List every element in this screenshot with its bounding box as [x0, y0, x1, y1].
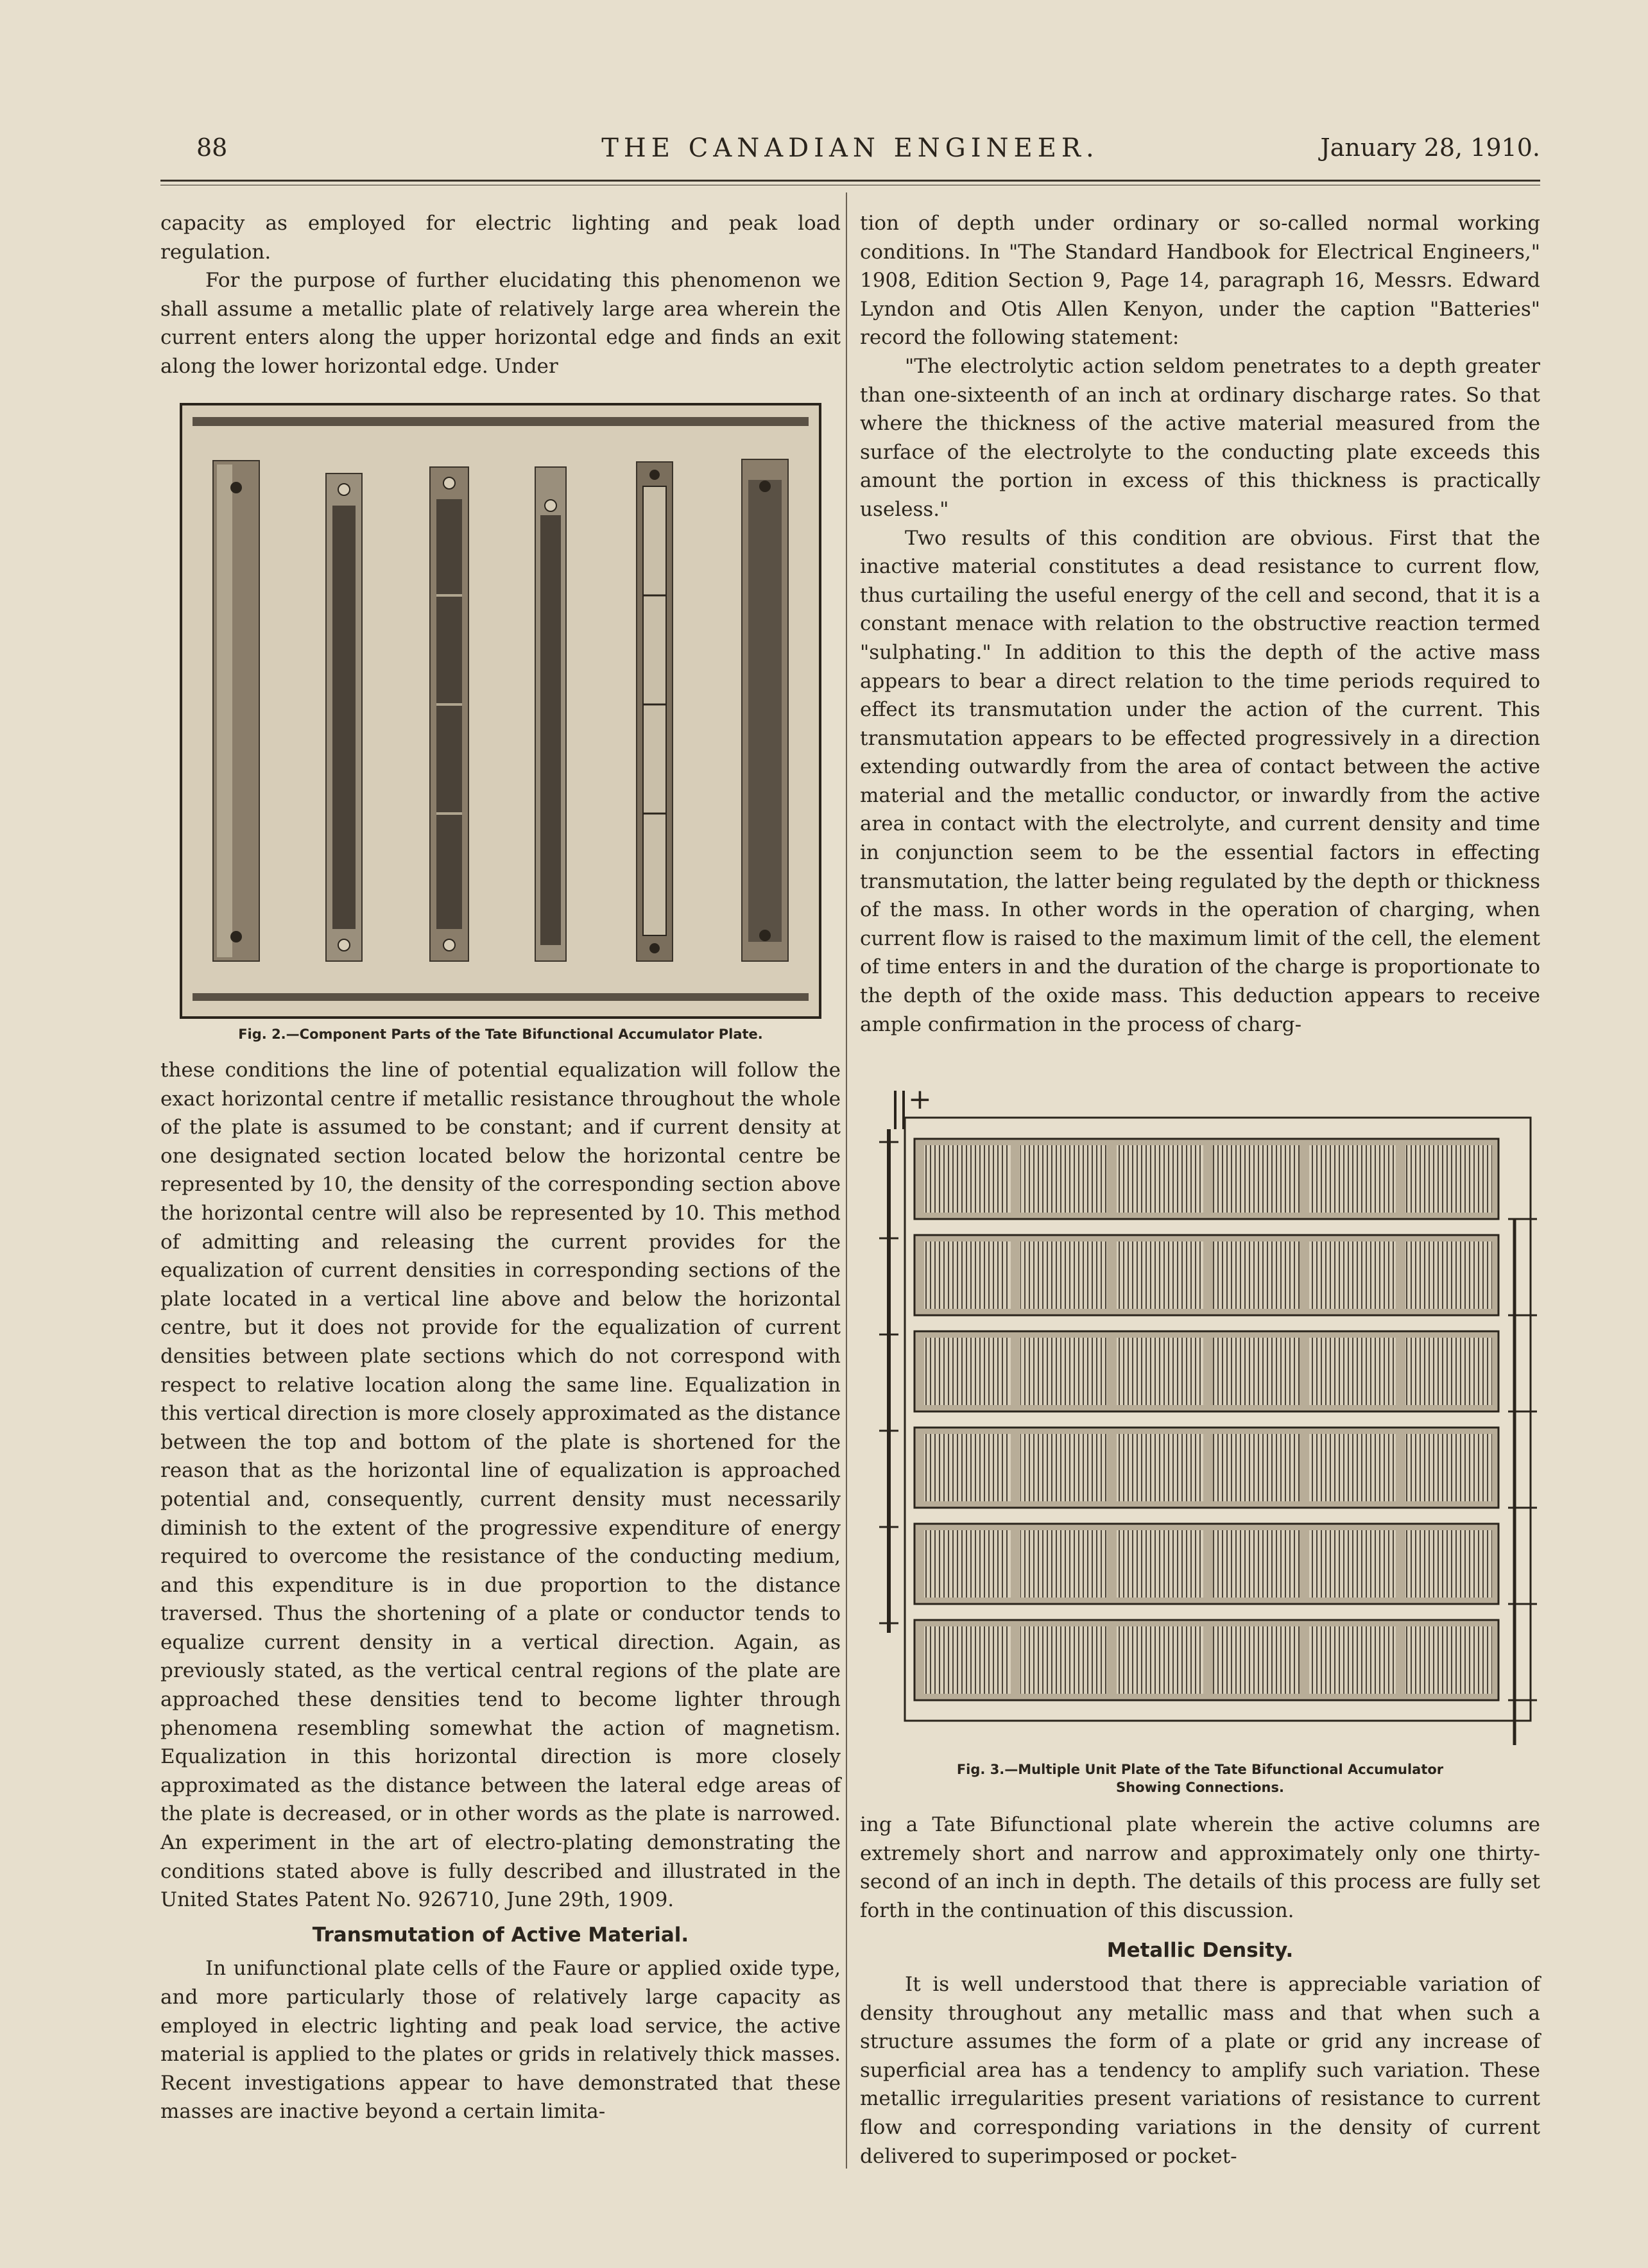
right-paragraph-4: It is well understood that there is appreciable variation of density throughout any metallic mass and that when such a structure assumes the form of a plate or grid any increase of superficial area has a tendency to amplify such variation. These metallic irregularities present variations of resistance to current flow and corresponding variations in the density of current delivered to superimposed or pocket- — [860, 1972, 1540, 2168]
plate-row-3 — [914, 1331, 1498, 1411]
plate-component-5 — [637, 462, 673, 961]
page-number: 88 — [196, 133, 228, 162]
plate-row-4 — [914, 1428, 1498, 1508]
plate-component-3 — [430, 467, 468, 961]
left-column-top — [160, 209, 841, 381]
figure-3-caption-line-1: Fig. 3.—Multiple Unit Plate of the Tate Bifunctional Accumulator — [956, 1762, 1444, 1777]
right-paragraph-1: tion of depth under ordinary or so-called normal working conditions. In "The Standard Handbook for Electrical Engineers," 1908, Edition Section 9, Page 14, paragraph 16, Messrs. Edward Lyndon and Otis Allen Kenyon, under the caption "Batteries" record the following statement: — [860, 212, 1540, 350]
left-column-bottom — [160, 1056, 841, 2126]
plate-component-1 — [213, 461, 259, 961]
right-quote: "The electrolytic action seldom penetrates to a depth greater than one-sixteenth of an inch at ordinary discharge rates. So that where the thickness of the active material measured from the surface of the electrolyte to the conducting plate exceeds this amount the portion in excess of this thickness is practically useless." — [860, 354, 1540, 521]
right-paragraph-3: ing a Tate Bifunctional plate wherein the active columns are extremely short and narrow and approximately only one thirty-second of an inch in depth. The details of this process are fully set forth in the continuation of this discussion. — [860, 1813, 1540, 1922]
figure-2 — [180, 403, 821, 1019]
issue-date: January 28, 1910. — [1320, 133, 1540, 162]
figure-3-plus-label: + — [908, 1084, 932, 1116]
right-column-top — [860, 209, 1540, 1039]
bottom-bar — [193, 993, 809, 1001]
left-paragraph-3: these conditions the line of potential equalization will follow the exact horizontal centre if metallic resistance throughout the whole of the plate is assumed to be constant; and if current density at one designated section located below the horizontal centre be represented by 10, the density of the corresponding section above the horizontal centre will also be represented by 10. This method of admitting and releasing the current provides for the equalization of current densities in corresponding sections of the plate located in a vertical line above and below the horizontal centre, but it does not provide for the equalization of current densities between plate sections which do not correspond with respect to relative location along the same line. Equalization in this vertical direction is more closely approximated as the distance between the top and bottom of the plate is shortened for the reason that as the horizontal line of equalization is approached potential and, consequently, current density must necessarily diminish to the extent of the progressive expenditure of energy required to overcome the resistance of the conducting medium, and this expenditure is in due proportion to the distance traversed. Thus the shortening of a plate or conductor tends to equalize current density in a vertical direction. Again, as previously stated, as the vertical central regions of the plate are approached these densities tend to become lighter through phenomena resembling somewhat the action of magnetism. Equalization in this horizontal direction is more closely approximated as the distance between the lateral edge areas of the plate is decreased, or in other words as the plate is narrowed. An experiment in the art of electro-plating demonstrating the conditions stated above is fully described and illustrated in the United States Patent No. 926710, June 29th, 1909. — [160, 1059, 841, 1912]
plate-row-1 — [914, 1139, 1498, 1219]
left-paragraph-2: For the purpose of further elucidating this phenomenon we shall assume a metallic plate of relatively large area wherein the current enters along the upper horizontal edge and finds an exit along the lower horizontal edge. Under — [160, 269, 841, 378]
journal-title: THE CANADIAN ENGINEER. — [601, 133, 1099, 163]
left-paragraph-4: In unifunctional plate cells of the Faure or applied oxide type, and more particularly those of relatively large capacity as employed in electric lighting and peak load service, the active material is applied to the plates or grids in relatively thick masses. Recent investigations appear to have demonstrated that these masses are inactive beyond a certain limita- — [160, 1957, 841, 2124]
right-paragraph-2: Two results of this condition are obvious. First that the inactive material constitutes a dead resistance to current flow, thus curtailing the useful energy of the cell and second, that it is a constant menace with relation to the obstructive reaction termed "sulphating." In addition to this the depth of the active mass appears to bear a direct relation to the time periods required to effect its transmutation under the action of the current. This transmutation appears to be effected progressively in a direction extending outwardly from the area of contact between the active material and the metallic conductor, or inwardly from the active area in contact with the electrolyte, and current density and time in conjunction seem to be the essential factors in effecting transmutation, the latter being regulated by the depth or thickness of the mass. In other words in the operation of charging, when current flow is raised to the maximum limit of the cell, the element of time enters in and the duration of the charge is proportionate to the depth of the oxide mass. This deduction appears to receive ample confirmation in the process of charg- — [860, 526, 1540, 1036]
figure-3-caption — [860, 1761, 1540, 1796]
figure-2-caption: Fig. 2.—Component Parts of the Tate Bifunctional Accumulator Plate. — [238, 1027, 763, 1042]
section-heading-metallic-density: Metallic Density. — [1106, 1939, 1294, 1963]
running-header — [160, 133, 1540, 172]
right-column-bottom — [860, 1811, 1540, 2170]
plate-row-5 — [914, 1524, 1498, 1604]
plate-component-6 — [742, 459, 788, 961]
top-bar — [193, 417, 809, 426]
plate-row-6 — [914, 1620, 1498, 1700]
plate-row-2 — [914, 1235, 1498, 1315]
figure-3-caption-line-2: Showing Connections. — [1116, 1780, 1284, 1795]
section-heading-transmutation: Transmutation of Active Material. — [312, 1923, 689, 1947]
left-paragraph-1: capacity as employed for electric lighting and peak load regulation. — [160, 212, 841, 264]
plate-component-2 — [326, 473, 362, 961]
figure-3 — [866, 1084, 1540, 1758]
column-divider — [846, 192, 847, 2169]
plate-component-4 — [535, 467, 566, 961]
header-rule-top — [160, 180, 1540, 182]
